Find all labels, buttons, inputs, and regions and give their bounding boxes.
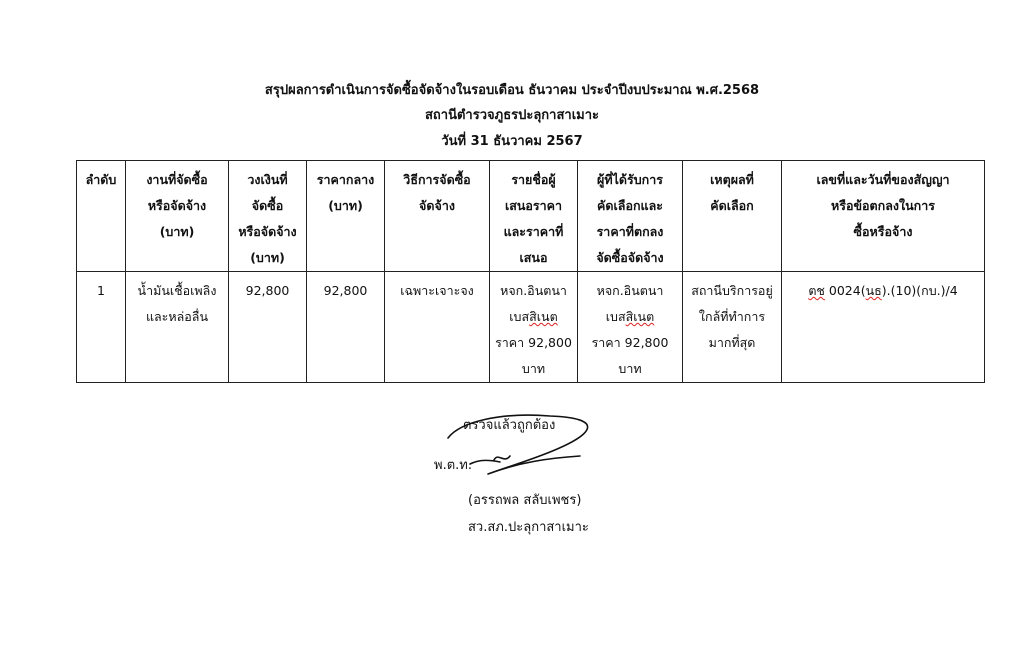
cell-budget: 92,800 <box>229 272 307 383</box>
signer-name: (อรรถพล สลับเพชร) <box>468 493 582 508</box>
contract-number: 0024( <box>824 283 866 298</box>
col-header-method: วิธีการจัดซื้อ จัดจ้าง <box>385 161 490 272</box>
cell-item: น้ำมันเชื้อเพลิง และหล่อลื่น <box>126 272 229 383</box>
signer-rank: พ.ต.ท. <box>434 458 472 473</box>
col-header-winner: ผู้ที่ได้รับการ คัดเลือกและ ราคาที่ตกลง จัดซื้อจัดจ้าง <box>578 161 683 272</box>
bidder-price: ราคา 92,800 บาท <box>495 335 572 376</box>
contract-code: นธ <box>865 283 882 298</box>
cell-median-price: 92,800 <box>307 272 385 383</box>
spellcheck-mark: สิเนต <box>529 309 558 324</box>
table-header-row <box>77 161 985 272</box>
handwritten-signature <box>430 404 610 484</box>
agency-name: สถานีตำรวจภูธรปะลุกาสาเมาะ <box>424 108 600 123</box>
contract-prefix: ตช <box>808 283 825 298</box>
procurement-summary-table <box>76 160 985 383</box>
document-title: สรุปผลการดำเนินการจัดซื้อจัดจ้างในรอบเดือน ธันวาคม ประจำปีงบประมาณ พ.ศ.2568 <box>264 83 760 98</box>
col-header-reason: เหตุผลที่ คัดเลือก <box>683 161 782 272</box>
bidder-name-part: เบส <box>509 309 530 324</box>
cell-bidders <box>490 272 578 383</box>
col-header-contract: เลขที่และวันที่ของสัญญา หรือข้อตกลงในการ ซื้อหรือจ้าง <box>782 161 985 272</box>
signer-position: สว.สภ.ปะลุกาสาเมาะ <box>468 520 589 535</box>
cell-method: เฉพาะเจาะจง <box>385 272 490 383</box>
winner-price: ราคา 92,800 บาท <box>591 335 669 376</box>
contract-suffix: ).(10)(กบ.)/4 <box>881 283 958 298</box>
col-header-bidders: รายชื่อผู้ เสนอราคา และราคาที่ เสนอ <box>490 161 578 272</box>
winner-name: หจก.อินตนา <box>596 283 664 298</box>
col-header-budget: วงเงินที่ จัดซื้อ หรือจัดจ้าง (บาท) <box>229 161 307 272</box>
table-row <box>77 272 985 383</box>
verification-text: ตรวจแล้วถูกต้อง <box>463 418 556 433</box>
bidder-name: หจก.อินตนา <box>500 283 567 298</box>
cell-contract <box>782 272 985 383</box>
document-date: วันที่ 31 ธันวาคม 2567 <box>441 134 583 149</box>
spellcheck-mark: สิเนต <box>625 309 655 324</box>
col-header-order: ลำดับ <box>77 161 126 272</box>
cell-winner <box>578 272 683 383</box>
cell-order: 1 <box>77 272 126 383</box>
col-header-item: งานที่จัดซื้อ หรือจัดจ้าง (บาท) <box>126 161 229 272</box>
winner-name-part: เบส <box>605 309 626 324</box>
cell-reason: สถานีบริการอยู่ ใกล้ที่ทำการ มากที่สุด <box>683 272 782 383</box>
col-header-median-price: ราคากลาง (บาท) <box>307 161 385 272</box>
